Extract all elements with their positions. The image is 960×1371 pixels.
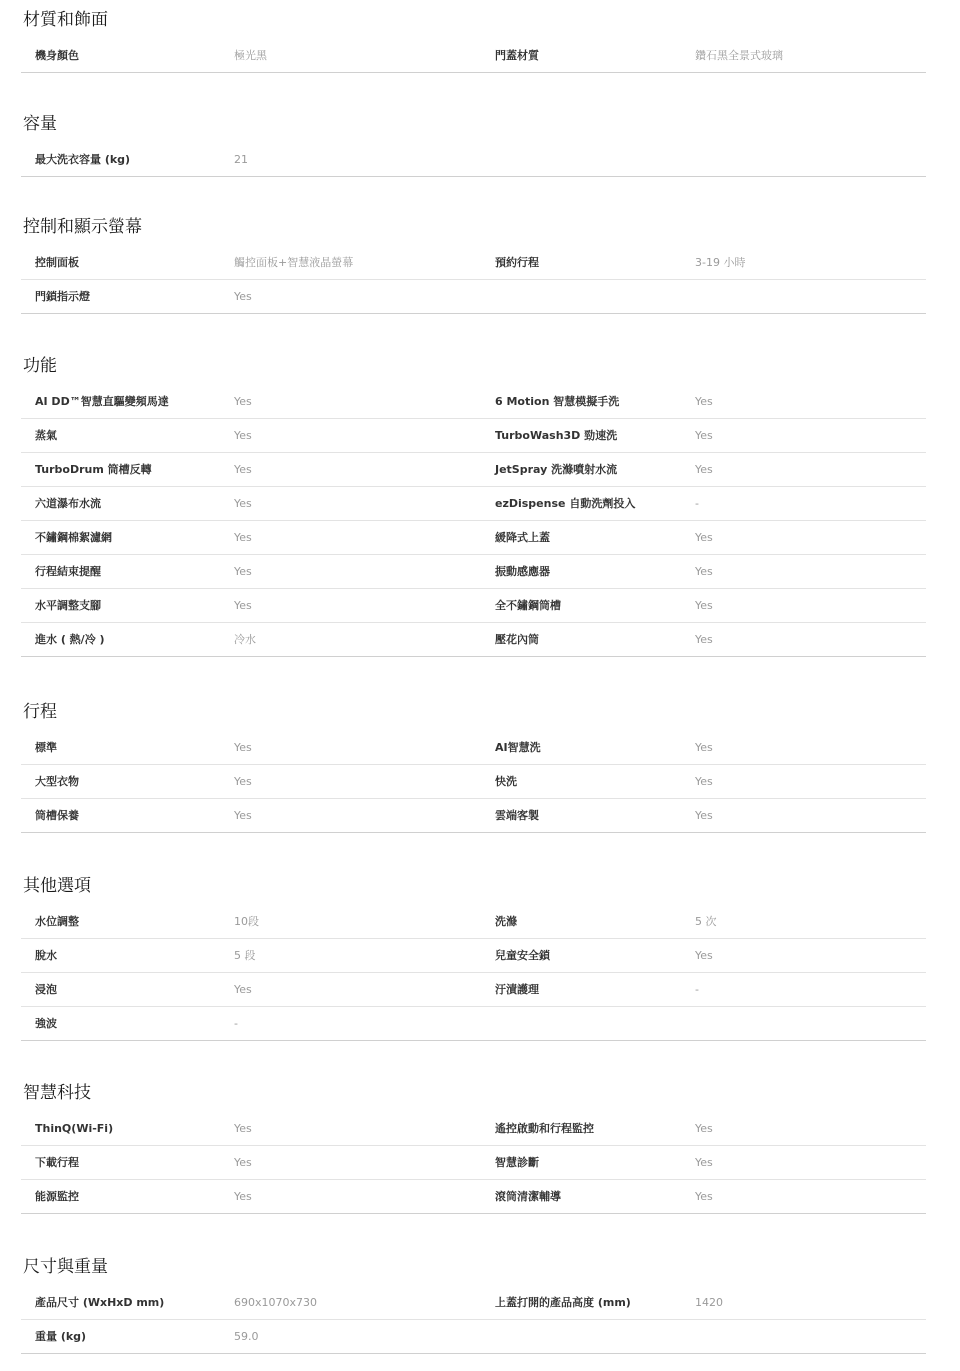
spec-row — [21, 143, 926, 177]
spec-label: 洗滌 — [495, 915, 517, 928]
spec-rows — [21, 1286, 926, 1354]
spec-value: Yes — [695, 531, 713, 544]
spec-label: 進水 ( 熱/冷 ) — [35, 633, 105, 646]
spec-label: 汙漬護理 — [495, 983, 539, 996]
spec-value: 10段 — [234, 915, 259, 928]
spec-value: Yes — [695, 741, 713, 754]
spec-value: Yes — [695, 809, 713, 822]
spec-value: Yes — [234, 290, 252, 303]
spec-label: 筒槽保養 — [35, 809, 79, 822]
spec-value: Yes — [695, 775, 713, 788]
spec-label: TurboWash3D 勁速洗 — [495, 429, 618, 442]
spec-value: Yes — [234, 983, 252, 996]
spec-row — [21, 487, 926, 521]
spec-value: Yes — [695, 395, 713, 408]
spec-label: 下載行程 — [35, 1156, 79, 1169]
spec-label: 最大洗衣容量 (kg) — [35, 153, 131, 166]
spec-value: 極光黑 — [234, 49, 267, 62]
spec-label: AI智慧洗 — [495, 741, 541, 754]
spec-value: Yes — [695, 429, 713, 442]
spec-label: 機身顏色 — [35, 49, 79, 62]
spec-value: Yes — [234, 565, 252, 578]
spec-value: Yes — [234, 429, 252, 442]
spec-row — [21, 731, 926, 765]
spec-row — [21, 799, 926, 833]
spec-value: Yes — [234, 463, 252, 476]
spec-label: 控制面板 — [35, 256, 79, 269]
spec-value: Yes — [695, 1156, 713, 1169]
spec-value: - — [234, 1017, 238, 1030]
spec-row — [21, 589, 926, 623]
spec-value: 3-19 小時 — [695, 256, 746, 269]
spec-value: 1420 — [695, 1296, 723, 1309]
section-title: 其他選項 — [23, 876, 91, 896]
spec-label: 振動感應器 — [495, 565, 550, 578]
section-title: 尺寸與重量 — [23, 1257, 108, 1277]
section-title: 材質和飾面 — [23, 10, 108, 30]
spec-value: Yes — [695, 1122, 713, 1135]
spec-label: 雲端客製 — [495, 809, 539, 822]
spec-value: Yes — [234, 1156, 252, 1169]
spec-value: Yes — [695, 599, 713, 612]
spec-value: 21 — [234, 153, 248, 166]
spec-rows — [21, 905, 926, 1041]
spec-value: Yes — [695, 565, 713, 578]
spec-label: AI DD™智慧直驅變頻馬達 — [35, 395, 169, 408]
spec-label: JetSpray 洗滌噴射水流 — [495, 463, 618, 476]
spec-label: 上蓋打開的產品高度 (mm) — [495, 1296, 631, 1309]
spec-row — [21, 939, 926, 973]
spec-value: Yes — [695, 949, 713, 962]
spec-rows — [21, 39, 926, 73]
spec-value: Yes — [234, 497, 252, 510]
spec-value: Yes — [234, 741, 252, 754]
section-title: 功能 — [23, 356, 57, 376]
spec-value: 5 次 — [695, 915, 717, 928]
spec-label: 兒童安全鎖 — [495, 949, 550, 962]
spec-label: 浸泡 — [35, 983, 57, 996]
spec-label: 強波 — [35, 1017, 57, 1030]
spec-label: 預約行程 — [495, 256, 539, 269]
spec-label: 智慧診斷 — [495, 1156, 539, 1169]
section-title: 控制和顯示螢幕 — [23, 217, 142, 237]
spec-value: Yes — [234, 1190, 252, 1203]
spec-label: TurboDrum 筒槽反轉 — [35, 463, 152, 476]
spec-label: 蒸氣 — [35, 429, 57, 442]
spec-label: 遙控啟動和行程監控 — [495, 1122, 594, 1135]
spec-rows — [21, 1112, 926, 1214]
spec-value: 冷水 — [234, 633, 256, 646]
spec-label: 大型衣物 — [35, 775, 79, 788]
spec-row — [21, 1146, 926, 1180]
spec-label: 六道瀑布水流 — [35, 497, 101, 510]
spec-label: 門蓋材質 — [495, 49, 539, 62]
section-title: 智慧科技 — [23, 1083, 91, 1103]
spec-value: 鑽石黑全景式玻璃 — [695, 49, 783, 62]
spec-row — [21, 765, 926, 799]
spec-rows — [21, 143, 926, 177]
spec-value: 59.0 — [234, 1330, 259, 1343]
spec-value: Yes — [695, 463, 713, 476]
spec-rows — [21, 246, 926, 314]
spec-rows — [21, 731, 926, 833]
spec-label: ezDispense 自動洗劑投入 — [495, 497, 636, 510]
spec-value: Yes — [234, 395, 252, 408]
spec-label: 壓花內筒 — [495, 633, 539, 646]
spec-row — [21, 1180, 926, 1214]
spec-row — [21, 39, 926, 73]
spec-label: 能源監控 — [35, 1190, 79, 1203]
spec-row — [21, 623, 926, 657]
spec-label: 滾筒清潔輔導 — [495, 1190, 561, 1203]
spec-row — [21, 419, 926, 453]
section-title: 容量 — [23, 114, 57, 134]
spec-row — [21, 280, 926, 314]
spec-label: 脫水 — [35, 949, 57, 962]
spec-row — [21, 555, 926, 589]
spec-label: 行程結束提醒 — [35, 565, 101, 578]
spec-label: 門鎖指示燈 — [35, 290, 90, 303]
spec-value: Yes — [234, 1122, 252, 1135]
spec-row — [21, 973, 926, 1007]
spec-label: 6 Motion 智慧模擬手洗 — [495, 395, 620, 408]
spec-label: 快洗 — [495, 775, 517, 788]
spec-label: 不鏽鋼棉絮濾網 — [35, 531, 112, 544]
spec-value: Yes — [695, 1190, 713, 1203]
spec-value: Yes — [695, 633, 713, 646]
spec-value: Yes — [234, 531, 252, 544]
spec-value: Yes — [234, 775, 252, 788]
spec-value: 690x1070x730 — [234, 1296, 318, 1309]
spec-label: 全不鏽鋼筒槽 — [495, 599, 561, 612]
spec-row — [21, 1320, 926, 1354]
spec-row — [21, 246, 926, 280]
spec-value: Yes — [234, 599, 252, 612]
spec-label: 緩降式上蓋 — [495, 531, 550, 544]
spec-row — [21, 385, 926, 419]
spec-row — [21, 905, 926, 939]
spec-row — [21, 453, 926, 487]
section-title: 行程 — [23, 702, 57, 722]
spec-label: 水平調整支腳 — [35, 599, 101, 612]
spec-label: 重量 (kg) — [35, 1330, 87, 1343]
spec-row — [21, 1286, 926, 1320]
spec-row — [21, 1007, 926, 1041]
spec-value: 5 段 — [234, 949, 256, 962]
spec-rows — [21, 385, 926, 657]
spec-label: 產品尺寸 (WxHxD mm) — [35, 1296, 165, 1309]
spec-value: Yes — [234, 809, 252, 822]
spec-value: 觸控面板+智慧液晶螢幕 — [234, 256, 354, 269]
spec-value: - — [695, 497, 699, 510]
spec-row — [21, 521, 926, 555]
spec-row — [21, 1112, 926, 1146]
spec-label: ThinQ(Wi-Fi) — [35, 1122, 114, 1135]
spec-value: - — [695, 983, 699, 996]
spec-label: 標準 — [35, 741, 57, 754]
spec-label: 水位調整 — [35, 915, 79, 928]
